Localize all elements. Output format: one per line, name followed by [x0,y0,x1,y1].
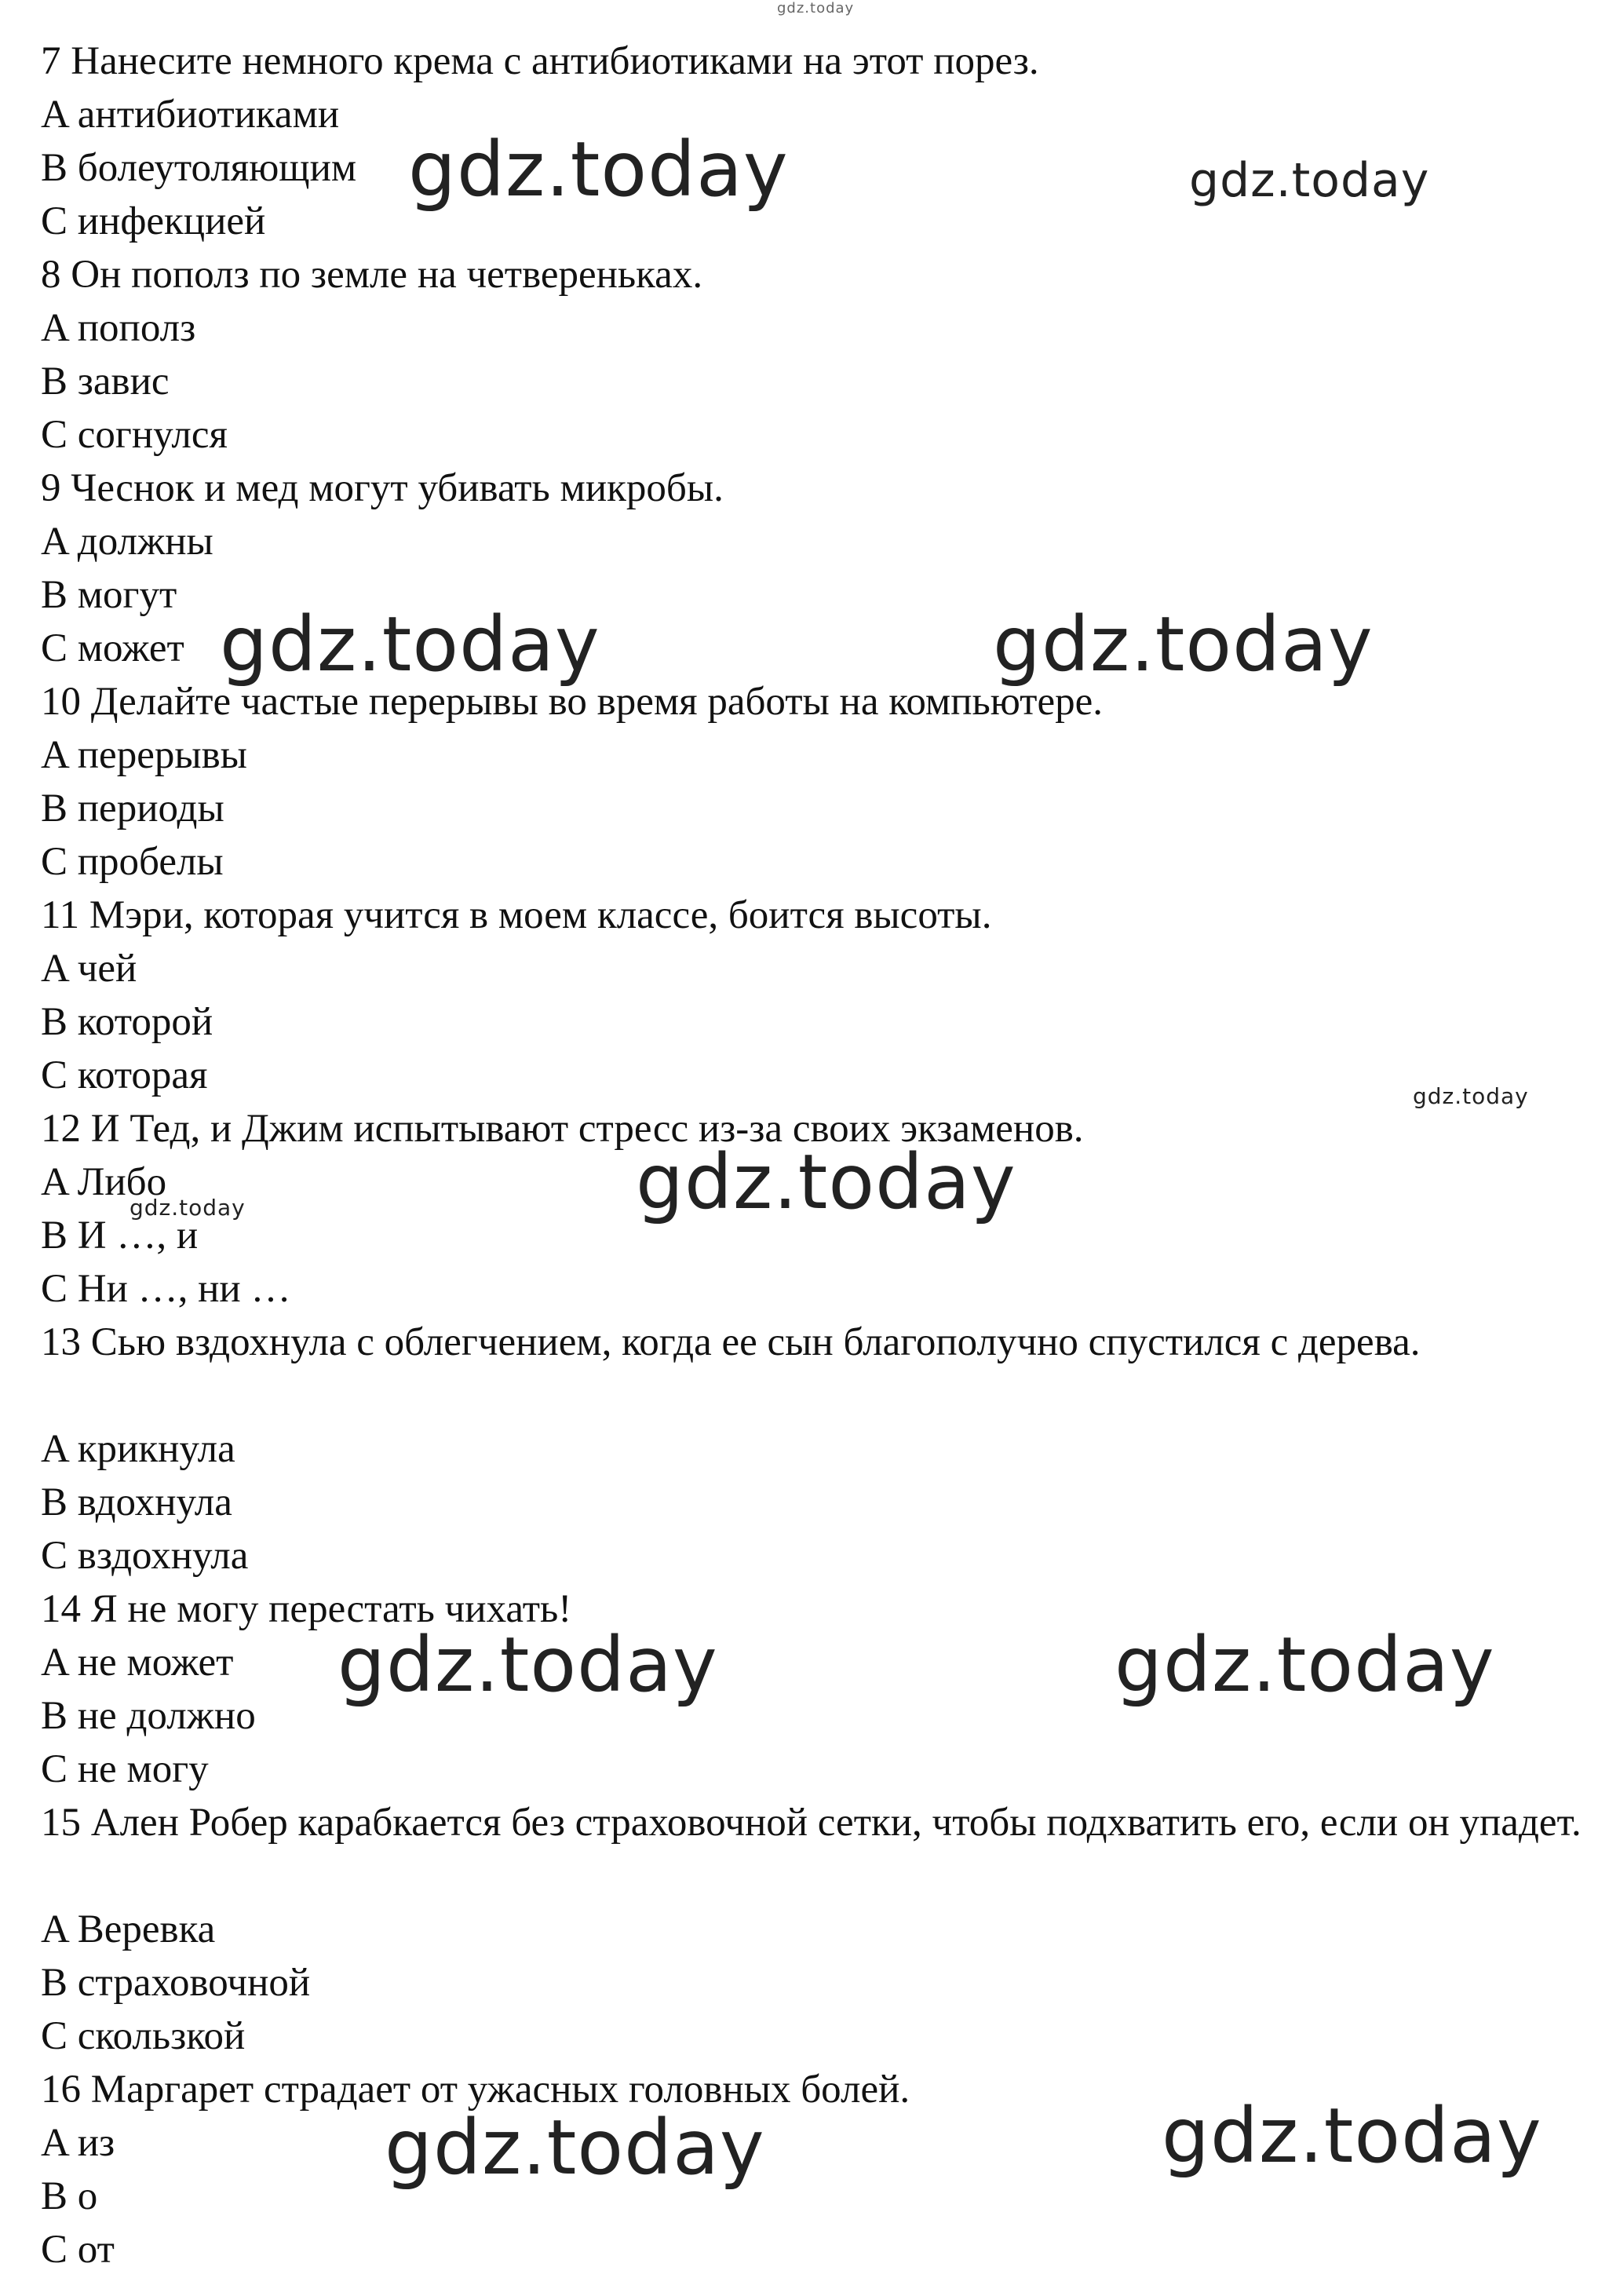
watermark: gdz.today [337,1621,718,1709]
question-10: 10 Делайте частые перерывы во время работы на компьютере. [41,680,1103,724]
option-13c: C вздохнула [41,1534,249,1578]
option-7b: B болеутоляющим [41,146,357,190]
question-8: 8 Он пополз по земле на четвереньках. [41,253,703,297]
watermark-top: gdz.today [777,0,855,16]
question-13: 13 Сью вздохнула с облегчением, когда ее сын благополучно спустился с дерева. [41,1320,1421,1364]
option-16a: A из [41,2121,115,2165]
watermark: gdz.today [993,600,1374,688]
option-9b: B могут [41,573,177,617]
option-9c: C может [41,626,184,670]
option-9a: A должны [41,520,213,564]
option-8c: C согнулся [41,413,228,457]
option-11b: B которой [41,1000,213,1044]
watermark: gdz.today [636,1138,1016,1226]
option-7a: A антибиотиками [41,93,340,137]
question-12: 12 И Тед, и Джим испытывают стресс из-за своих экзаменов. [41,1107,1084,1151]
option-15a: A Веревка [41,1907,216,1951]
question-15: 15 Ален Робер карабкается без страховочной сетки, чтобы подхватить его, если он упадет. [41,1801,1582,1845]
option-13a: A крикнула [41,1427,235,1471]
option-14a: A не может [41,1641,234,1685]
option-11a: A чей [41,947,137,991]
option-12c: C Ни …, ни … [41,1267,291,1311]
option-10a: A перерывы [41,733,247,777]
option-10c: C пробелы [41,840,224,884]
watermark: gdz.today [1189,153,1430,208]
option-8b: B завис [41,360,170,403]
question-9: 9 Чеснок и мед могут убивать микробы. [41,466,724,510]
watermark: gdz.today [1115,1621,1495,1709]
option-7c: C инфекцией [41,199,266,243]
option-13b: B вдохнула [41,1480,232,1524]
option-10b: B периоды [41,787,224,830]
question-11: 11 Мэри, которая учится в моем классе, боится высоты. [41,893,992,937]
watermark: gdz.today [130,1195,246,1221]
watermark: gdz.today [385,2104,765,2192]
watermark: gdz.today [1413,1083,1529,1109]
watermark: gdz.today [408,126,789,214]
question-16: 16 Маргарет страдает от ужасных головных болей. [41,2068,910,2112]
watermark: gdz.today [1162,2092,1542,2180]
option-14b: B не должно [41,1694,256,1738]
option-15b: B страховочной [41,1961,311,2005]
document-page [41,35,1595,2276]
option-8a: A пополз [41,306,196,350]
question-7: 7 Нанесите немного крема с антибиотиками на этот порез. [41,39,1039,83]
option-11c: C которая [41,1053,208,1097]
option-12a: A Либо [41,1160,167,1204]
option-16b: B о [41,2174,98,2218]
option-12b: B И …, и [41,1214,199,1258]
question-14: 14 Я не могу перестать чихать! [41,1587,572,1631]
option-14c: C не могу [41,1747,209,1791]
option-16c: C от [41,2228,115,2272]
watermark: gdz.today [220,600,600,688]
option-15c: C скользкой [41,2014,246,2058]
